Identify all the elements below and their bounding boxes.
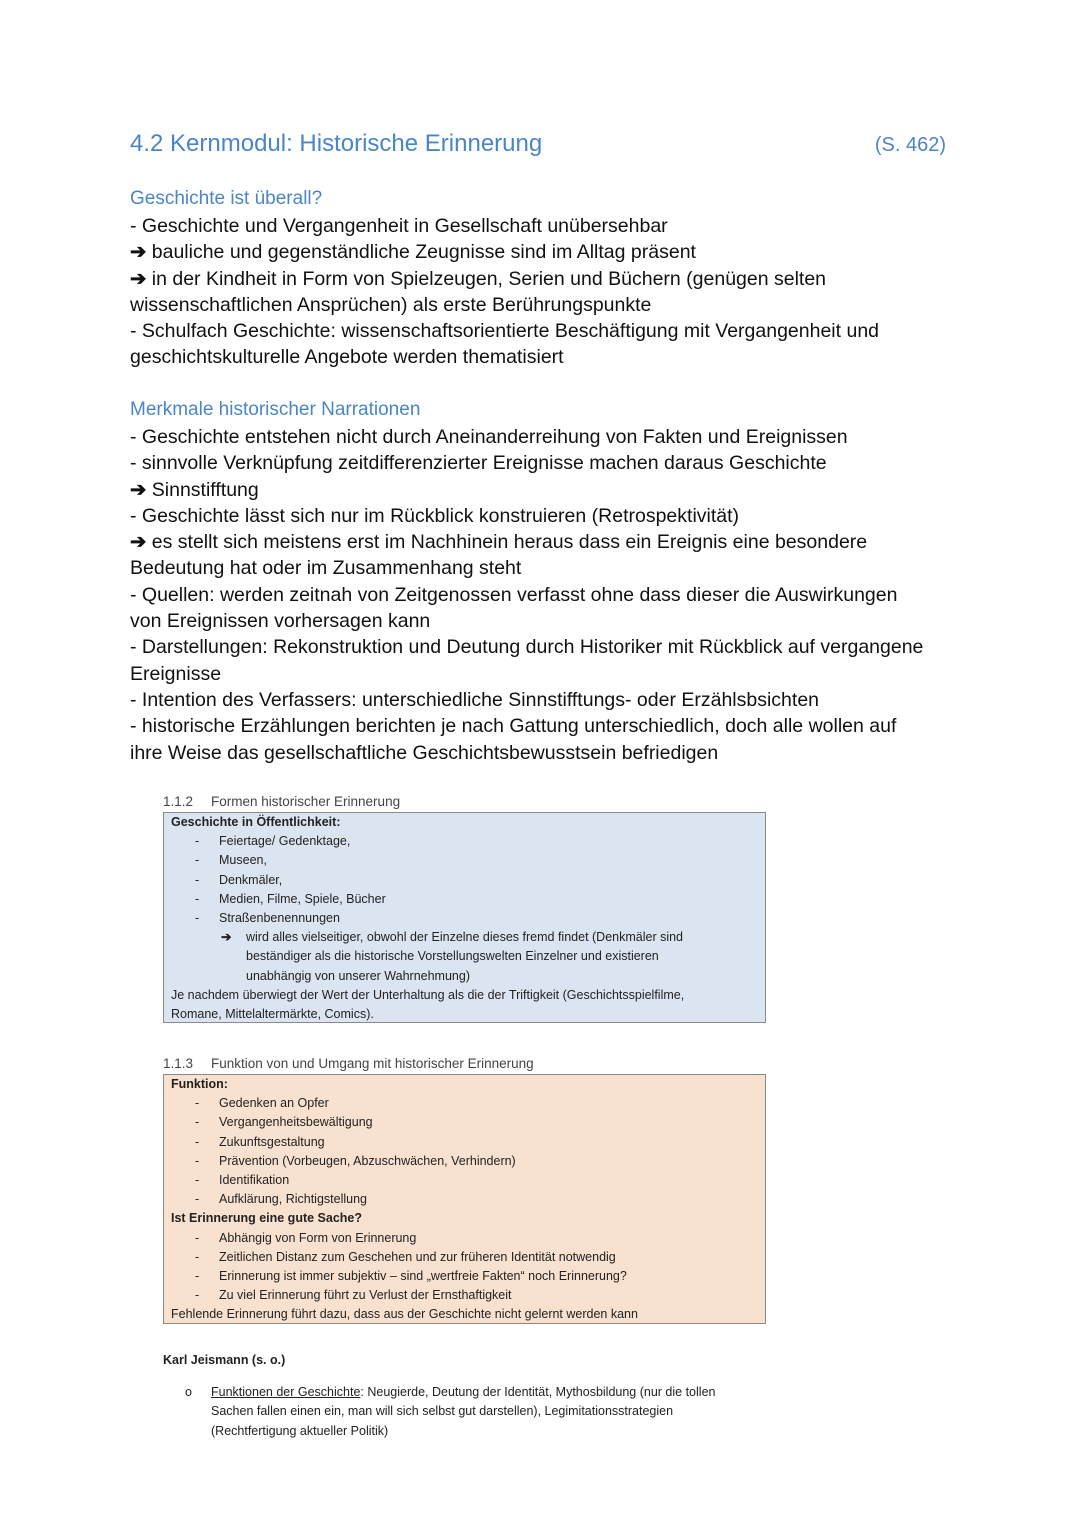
list-item: - Aufklärung, Richtigstellung [171,1190,765,1209]
list-item: - Museen, [171,851,765,870]
list-item: - Zu viel Erinnerung führt zu Verlust der Ernsthaftigkeit [171,1286,765,1305]
box1-footer-line: Je nachdem überwiegt der Wert der Unterhaltung als die der Triftigkeit (Geschichtsspielfilme, [171,987,685,1002]
list-item: - Erinnerung ist immer subjektiv – sind „wertfreie Fakten“ noch Erinnerung? [171,1267,765,1286]
list-item: - Zukunftsgestaltung [171,1133,765,1152]
circle-bullet-icon: o [185,1385,192,1399]
list-item: - Identifikation [171,1171,765,1190]
funktionen-link: Funktionen der Geschichte [211,1385,361,1399]
section-heading-geschichte-ueberall: Geschichte ist überall? [130,188,323,209]
text-line: ihre Weise das gesellschaftliche Geschichtsbewusstsein befriedigen [130,741,719,764]
text-line: wissenschaftlichen Ansprüchen) als erste Berührungspunkte [130,293,652,316]
section1-body [130,213,960,371]
box2-footer-line: Fehlende Erinnerung führt dazu, dass aus der Geschichte nicht gelernt werden kann [171,1307,638,1322]
list-item: - Straßenbenennungen [171,909,765,928]
text-line: - sinnvolle Verknüpfung zeitdifferenzierter Ereignisse machen daraus Geschichte [130,452,827,475]
jeismann-title: Karl Jeismann (s. o.) [163,1353,286,1367]
arrow-note: ➔ wird alles vielseitiger, obwohl der Einzelne dieses fremd findet (Denkmäler sind beständiger als die historische Vorstellungswelten Einzelner und existieren unabhängig von unserer Wahrnehmung) [221,930,684,983]
list-item: - Prävention (Vorbeugen, Abzuschwächen, Verhindern) [171,1152,765,1171]
funktion-erinnerung-box [163,1074,766,1324]
text-line: - historische Erzählungen berichten je nach Gattung unterschiedlich, doch alle wollen auf [130,715,897,738]
list-item: - Abhängig von Form von Erinnerung [171,1229,765,1248]
text-line: geschichtskulturelle Angebote werden thematisiert [130,346,564,369]
section2-body [130,424,960,766]
text-line: - Darstellungen: Rekonstruktion und Deutung durch Historiker mit Rückblick auf vergangene [130,636,924,659]
list-item: - Zeitlichen Distanz zum Geschehen und zur früheren Identität notwendig [171,1248,765,1267]
text-line: Ereignisse [130,662,222,685]
box2-heading-funktion: Funktion: [171,1077,228,1091]
box1-caption: 1.1.2 Formen historischer Erinnerung [163,794,401,809]
list-item: - Gedenken an Opfer [171,1094,765,1113]
formen-erinnerung-box [163,812,766,1023]
box1-footer-line: Romane, Mittelaltermärkte, Comics). [171,1007,374,1022]
jeismann-item: o Funktionen der Geschichte: Neugierde, Deutung der Identität, Mythosbildung (nur die tollen Sachen fallen einen ein, man will sich selbst gut darstellen), Legimitationsstrategien (Rechtfertigung aktueller Politik) [185,1385,716,1438]
list-item: - Vergangenheitsbewältigung [171,1113,765,1132]
text-line: von Ereignissen vorhersagen kann [130,610,431,633]
arrow-right-icon: ➔ [221,930,232,945]
list-item: - Denkmäler, [171,871,765,890]
text-line: - Geschichte und Vergangenheit in Gesellschaft unübersehbar [130,215,668,237]
list-item: - Medien, Filme, Spiele, Bücher [171,890,765,909]
text-line: ➔ in der Kindheit in Form von Spielzeugen, Serien und Büchern (genügen selten [130,267,827,290]
text-line: ➔ Sinnstifftung [130,478,259,501]
text-line: ➔ bauliche und gegenständliche Zeugnisse sind im Alltag präsent [130,241,696,264]
page-title: 4.2 Kernmodul: Historische Erinnerung [130,130,543,157]
page-reference: (S. 462) [874,134,946,156]
box2-heading-gute-sache: Ist Erinnerung eine gute Sache? [171,1211,363,1226]
text-line: - Geschichte lässt sich nur im Rückblick konstruieren (Retrospektivität) [130,504,740,527]
text-line: - Geschichte entstehen nicht durch Aneinanderreihung von Fakten und Ereignissen [130,426,848,448]
box2-caption: 1.1.3 Funktion von und Umgang mit historischer Erinnerung [163,1056,534,1071]
section-heading-merkmale: Merkmale historischer Narrationen [130,399,421,420]
text-line: ➔ es stellt sich meistens erst im Nachhinein heraus dass ein Ereignis eine besondere [130,531,868,554]
text-line: - Intention des Verfassers: unterschiedliche Sinnstifftungs- oder Erzählsbsichten [130,688,820,711]
box1-heading: Geschichte in Öffentlichkeit: [171,815,341,829]
text-line: - Quellen: werden zeitnah von Zeitgenossen verfasst ohne dass dieser die Auswirkungen [130,583,898,606]
text-line: Bedeutung hat oder im Zusammenhang steht [130,557,522,580]
text-line: - Schulfach Geschichte: wissenschaftsorientierte Beschäftigung mit Vergangenheit und [130,320,880,343]
list-item: - Feiertage/ Gedenktage, [171,832,765,851]
